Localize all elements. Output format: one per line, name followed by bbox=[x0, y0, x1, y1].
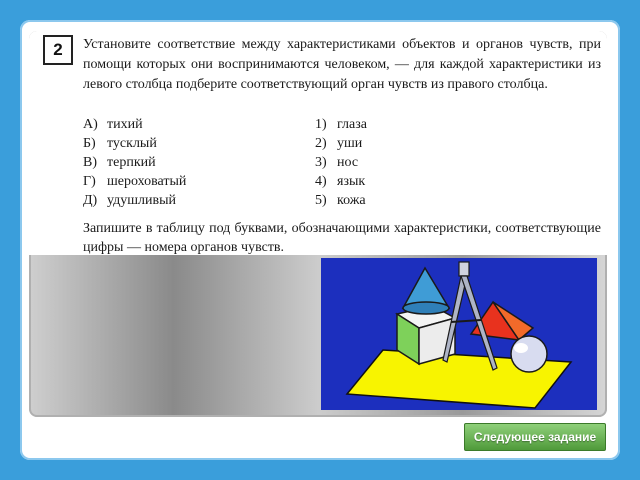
characteristic-item: Б) тусклый bbox=[83, 136, 157, 151]
task-footer: Запишите в таблицу под буквами, обозначающими характеристики, соответствующие цифры — номера органов чувств. bbox=[83, 221, 601, 255]
task-sheet bbox=[29, 31, 607, 255]
task-instruction: Установите соответствие между характеристиками объектов и органов чувств, при помощи которых они воспринимаются человеком, — для каждой характеристики из левого столбца подберите соответствующий орган чувств из правого столбца. bbox=[83, 37, 601, 92]
organ-item: 1) глаза bbox=[315, 117, 367, 132]
characteristics-column bbox=[83, 115, 186, 210]
characteristic-item: В) терпкий bbox=[83, 155, 156, 170]
task-number: 2 bbox=[43, 35, 73, 65]
next-task-button[interactable]: Следующее задание bbox=[464, 423, 606, 451]
characteristic-item: Г) шероховатый bbox=[83, 174, 187, 189]
characteristic-item: Д) удушливый bbox=[83, 193, 177, 208]
organ-item: 2) уши bbox=[315, 136, 363, 151]
geometry-clipart bbox=[321, 258, 597, 410]
organ-item: 3) нос bbox=[315, 155, 359, 170]
organ-item: 5) кожа bbox=[315, 193, 366, 208]
organs-column bbox=[315, 115, 367, 210]
organ-item: 4) язык bbox=[315, 174, 366, 189]
geometry-clipart-drawing bbox=[321, 258, 597, 410]
characteristic-item: А) тихий bbox=[83, 117, 143, 132]
